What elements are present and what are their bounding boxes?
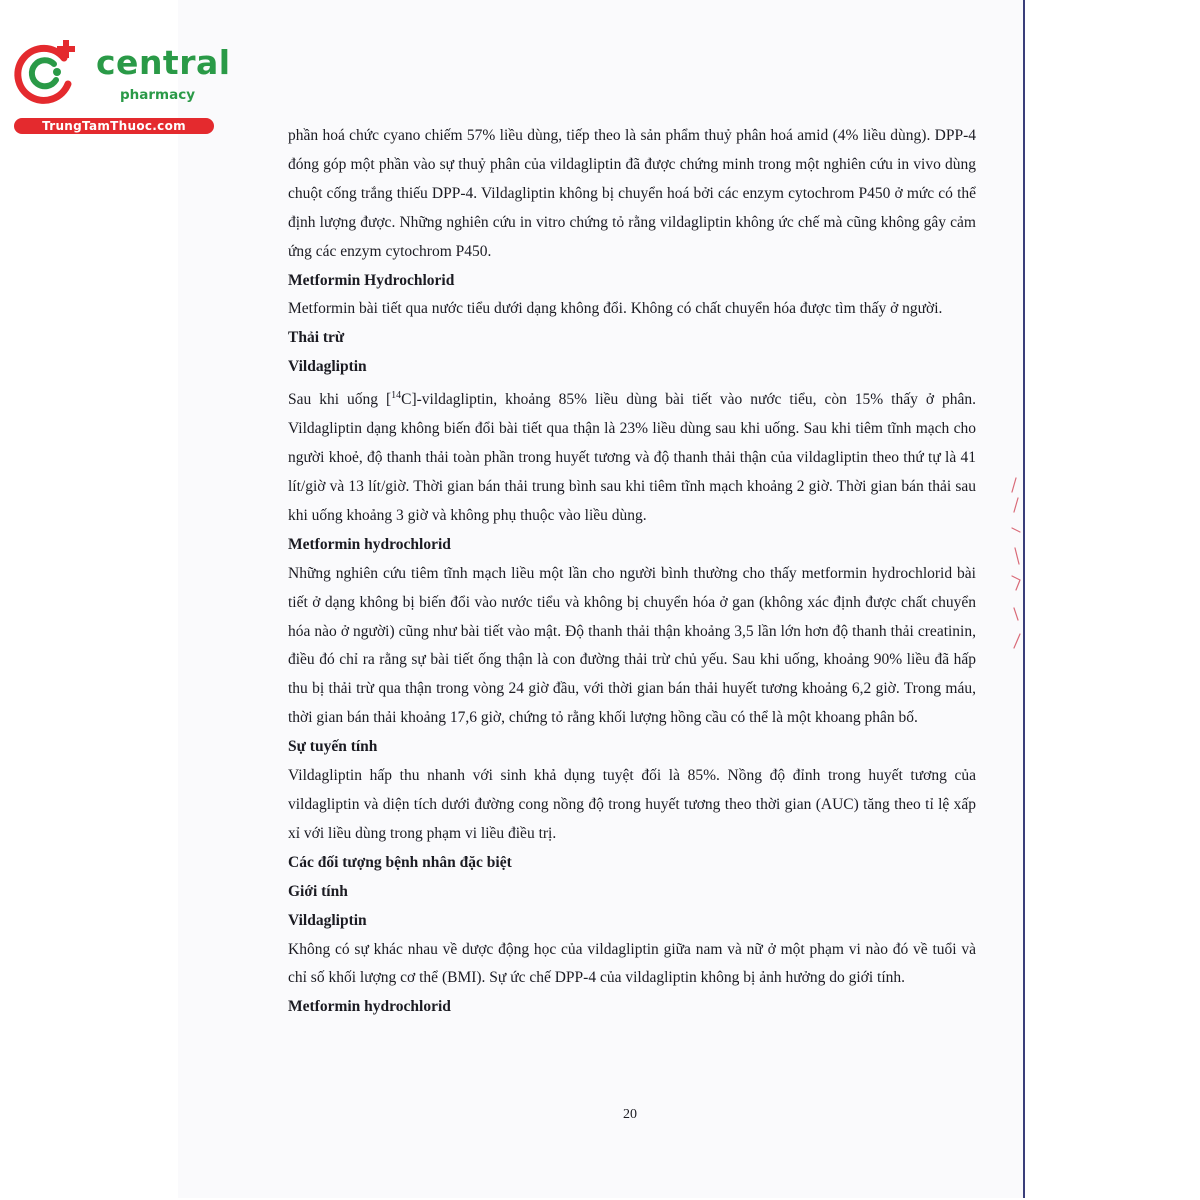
page-number: 20: [623, 1107, 637, 1122]
heading-elimination: Thải trừ: [288, 329, 345, 347]
logo-site-banner: TrungTamThuoc.com: [14, 118, 214, 134]
pharmacy-cross-icon: [10, 36, 80, 106]
document-body: [288, 122, 976, 1022]
heading-vildagliptin-gender: Vildagliptin: [288, 911, 367, 929]
heading-metformin: Metformin Hydrochlorid: [288, 271, 455, 289]
handwritten-margin-mark: [1006, 468, 1026, 658]
text-segment: Sau khi uống [: [288, 391, 392, 409]
heading-metformin-hydrochlorid: Metformin hydrochlorid: [288, 535, 451, 553]
text-segment: C]-vildagliptin, khoảng 85% liều dùng bài tiết vào nước tiểu, còn 15% thấy ở phân. Vildagliptin dạng không biến đổi bài tiết qua thận là 23% liều dùng sau khi uống. Sau khi tiêm tĩnh mạch cho người khoẻ, độ thanh thải toàn phần trong huyết tương và độ thanh thải thận của vildagliptin theo thứ tự là 41 lít/giờ và 13 lít/giờ. Thời gian bán thải trung bình sau khi tiêm tĩnh mạch khoảng 2 giờ. Thời gian bán thải sau khi uống khoảng 3 giờ và không phụ thuộc vào liều dùng.: [288, 391, 976, 524]
heading-linearity: Sự tuyến tính: [288, 738, 378, 756]
central-pharmacy-logo[interactable]: [10, 36, 231, 136]
paragraph-metformin-metabolism: Metformin bài tiết qua nước tiểu dưới dạng không đổi. Không có chất chuyển hóa được tìm thấy ở người.: [288, 300, 943, 318]
paragraph-metabolism: phần hoá chức cyano chiếm 57% liều dùng, tiếp theo là sản phẩm thuỷ phân hoá amid (4% liều dùng). DPP-4 đóng góp một phần vào sự thuỷ phân của vildagliptin đã được chứng minh trong một nghiên cứu in vivo dùng chuột cống trắng thiếu DPP-4. Vildagliptin không bị chuyển hoá bởi các enzym cytochrom P450 ở mức có thể định lượng được. Những nghiên cứu in vitro chứng tỏ rằng vildagliptin không ức chế mà cũng không gây cảm ứng các enzym cytochrom P450.: [288, 127, 976, 260]
heading-vildagliptin: Vildagliptin: [288, 358, 367, 376]
superscript-isotope: 14: [391, 390, 402, 402]
heading-gender: Giới tính: [288, 882, 348, 900]
paragraph-linearity: Vildagliptin hấp thu nhanh với sinh khả dụng tuyệt đối là 85%. Nồng độ đỉnh trong huyết tương của vildagliptin và diện tích dưới đường cong nồng độ trong huyết tương theo thời gian (AUC) tăng theo tỉ lệ xấp xỉ với liều dùng trong phạm vi liều điều trị.: [288, 767, 976, 842]
paragraph-gender: Không có sự khác nhau về dược động học của vildagliptin giữa nam và nữ ở một phạm vi nào đó về tuổi và chỉ số khối lượng cơ thể (BMI). Sự ức chế DPP-4 của vildagliptin không bị ảnh hưởng do giới tính.: [288, 940, 976, 987]
heading-metformin-gender: Metformin hydrochlorid: [288, 998, 451, 1016]
paragraph-vildagliptin-elimination: [288, 382, 976, 531]
paragraph-metformin-elimination: Những nghiên cứu tiêm tĩnh mạch liều một lần cho người bình thường cho thấy metformin hydrochlorid bài tiết ở dạng không bị biến đổi vào nước tiểu và không bị chuyển hóa ở gan (không xác định được chất chuyển hóa nào ở người) cũng như bài tiết vào mật. Độ thanh thải thận khoảng 3,5 lần lớn hơn độ thanh thải creatinin, điều đó chỉ ra rằng sự bài tiết ống thận là con đường thải trừ chủ yếu. Sau khi uống, khoảng 90% liều đã hấp thu bị thải trừ qua thận trong vòng 24 giờ đầu, với thời gian bán thải huyết tương khoảng 6,2 giờ. Trong máu, thời gian bán thải khoảng 17,6 giờ, chứng tỏ rằng khối lượng hồng cầu có thể là một khoang phân bố.: [288, 564, 976, 727]
heading-special-populations: Các đối tượng bệnh nhân đặc biệt: [288, 853, 512, 871]
logo-tagline: pharmacy: [120, 87, 196, 103]
logo-wordmark: central: [96, 43, 231, 82]
